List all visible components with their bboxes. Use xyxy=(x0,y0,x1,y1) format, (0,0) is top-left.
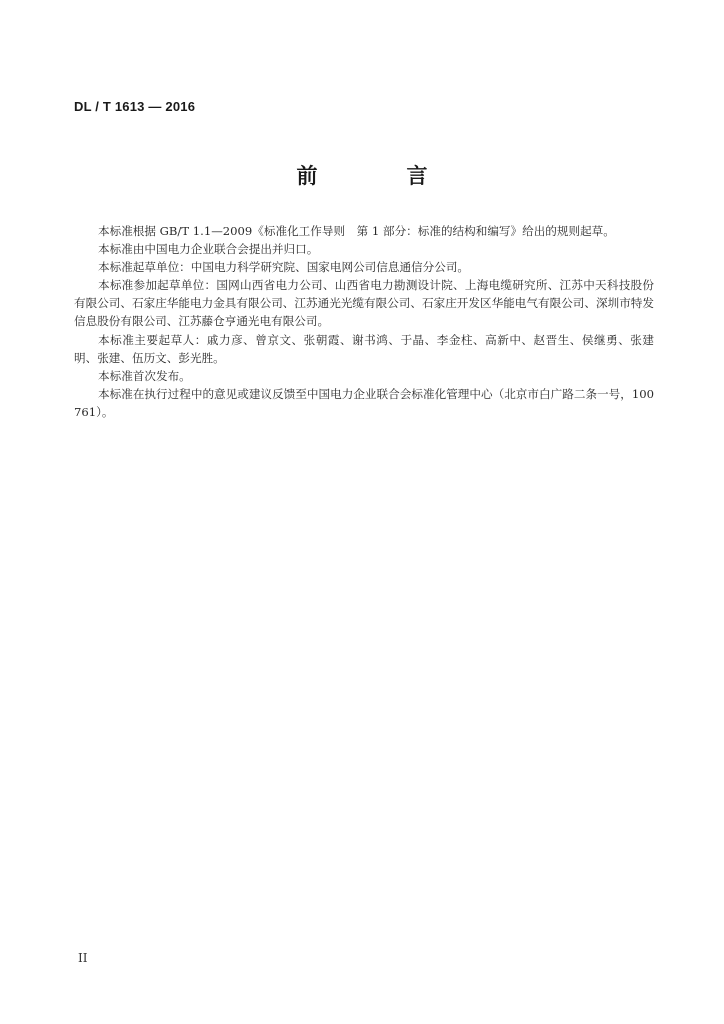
foreword-body xyxy=(74,222,654,421)
paragraph-proposer: 本标准由中国电力企业联合会提出并归口。 xyxy=(98,242,319,257)
page-title: 前 言 xyxy=(296,164,462,188)
paragraph-drafting-rules: 本标准根据 GB/T 1.1—2009《标准化工作导则 第 1 部分：标准的结构和编写》给出的规则起草。 xyxy=(98,224,615,238)
page-number: II xyxy=(78,951,88,965)
paragraph-first-release: 本标准首次发布。 xyxy=(98,368,191,383)
standard-code: DL / T 1613 — 2016 xyxy=(74,99,196,114)
paragraph-drafting-org: 本标准起草单位：中国电力科学研究院、国家电网公司信息通信分公司。 xyxy=(98,260,470,275)
paragraph-participating-orgs: 本标准参加起草单位：国网山西省电力公司、山西省电力勘测设计院、上海电缆研究所、江苏中天科技股份有限公司、石家庄华能电力金具有限公司、江苏通光光缆有限公司、石家庄开发区华能电气有限公司、深圳市特发信息股份有限公司、江苏藤仓亨通光电有限公司。 xyxy=(74,278,654,329)
paragraph-feedback: 本标准在执行过程中的意见或建议反馈至中国电力企业联合会标准化管理中心（北京市白广路二条一号，100761）。 xyxy=(74,386,654,419)
paragraph-main-drafters: 本标准主要起草人：戚力彦、曾京文、张朝霞、谢书鸿、于晶、李金柱、高新中、赵晋生、侯继勇、张建明、张建、伍历文、彭光胜。 xyxy=(74,332,654,365)
